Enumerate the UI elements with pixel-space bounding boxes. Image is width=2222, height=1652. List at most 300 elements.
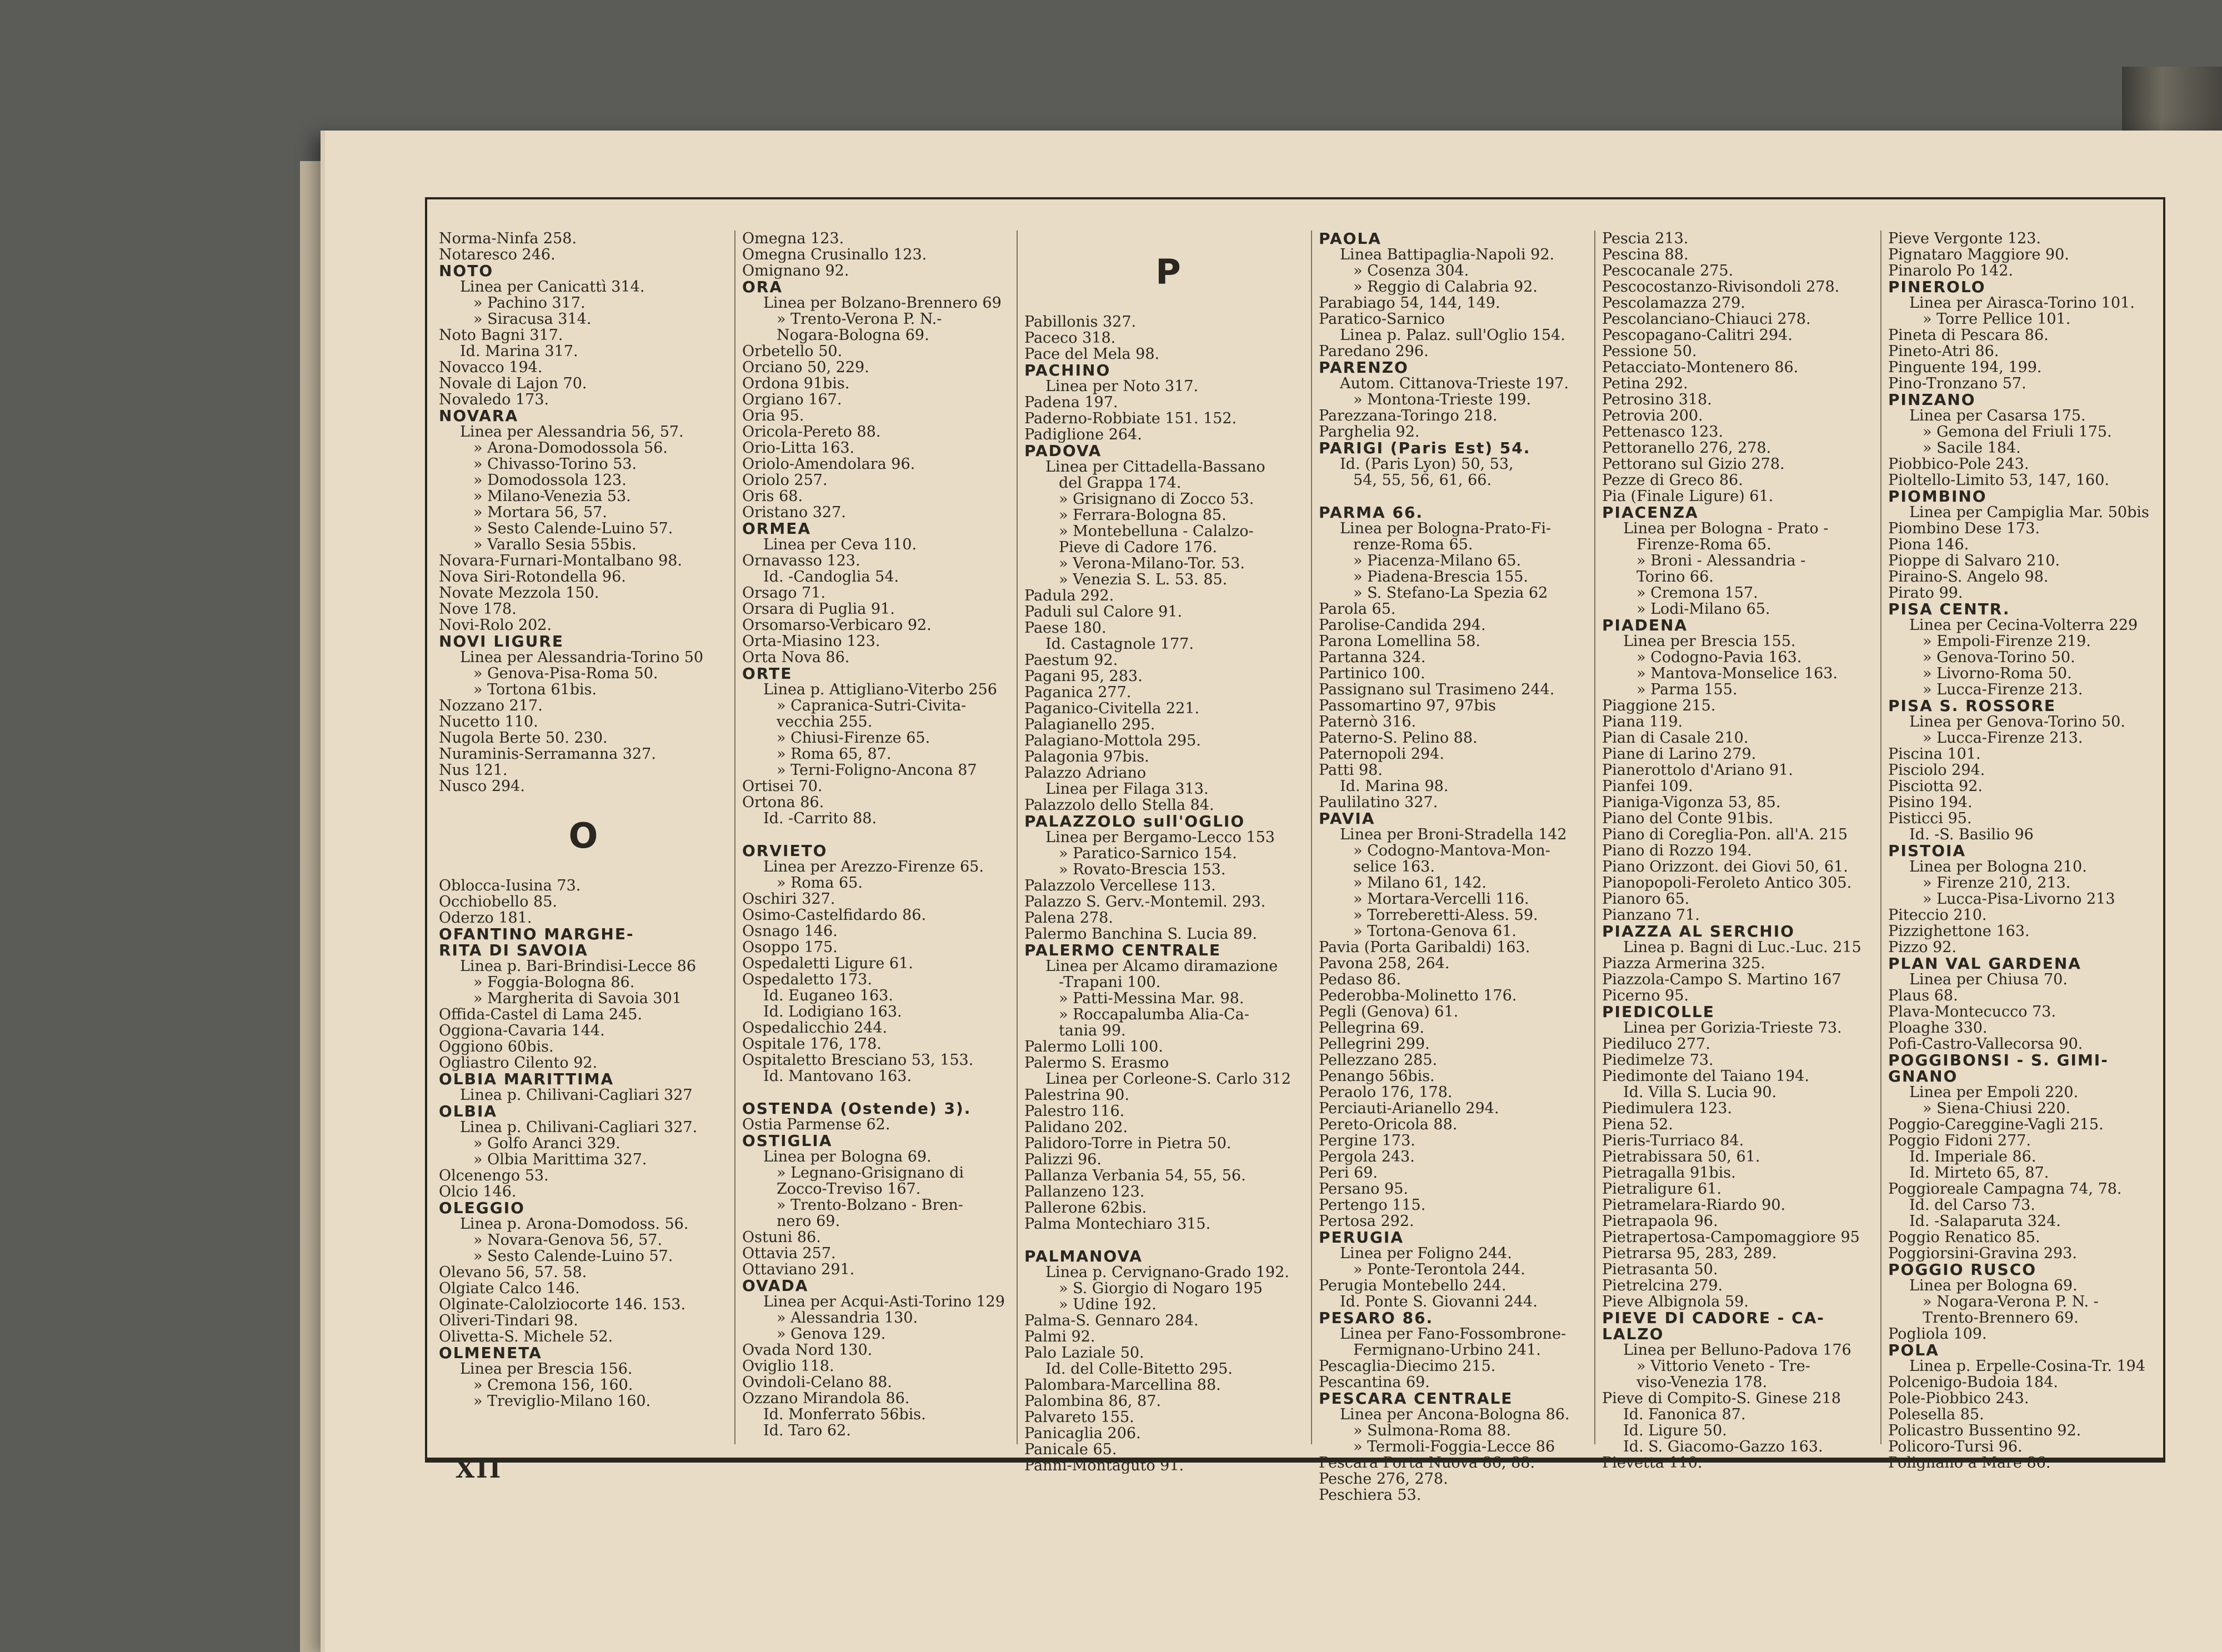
index-entry: Pavona 258, 264. xyxy=(1319,955,1450,972)
index-entry: Linea per Fano-Fossombrone- xyxy=(1340,1325,1567,1343)
index-entry: Pederobba-Molinetto 176. xyxy=(1319,987,1517,1004)
index-entry: Ortisei 70. xyxy=(742,778,823,795)
index-entry: Parona Lomellina 58. xyxy=(1319,633,1480,650)
index-entry: vecchia 255. xyxy=(777,713,873,730)
index-entry: » Reggio di Calabria 92. xyxy=(1353,278,1538,296)
index-entry: Occhiobello 85. xyxy=(439,893,557,910)
index-entry: » Parma 155. xyxy=(1637,681,1738,698)
index-entry: Olivetta-S. Michele 52. xyxy=(439,1328,613,1345)
index-entry: » Alessandria 130. xyxy=(777,1309,918,1326)
index-entry: Policoro-Tursi 96. xyxy=(1888,1438,2023,1455)
index-entry: Omegna Crusinallo 123. xyxy=(742,246,927,263)
index-entry: Pineta di Pescara 86. xyxy=(1888,327,2049,344)
index-entry: » Tortona-Genova 61. xyxy=(1353,923,1517,940)
index-entry: » Milano 61, 142. xyxy=(1353,874,1487,892)
index-entry: Pole-Piobbico 243. xyxy=(1888,1390,2029,1407)
index-entry: Piraino-S. Angelo 98. xyxy=(1888,568,2049,585)
index-entry: » Lucca-Pisa-Livorno 213 xyxy=(1923,890,2115,908)
index-entry: Paulilatino 327. xyxy=(1319,794,1438,811)
index-entry: » Siracusa 314. xyxy=(473,311,592,328)
index-entry: Id. Ponte S. Giovanni 244. xyxy=(1340,1293,1538,1310)
index-heading: RITA DI SAVOIA xyxy=(439,941,588,959)
index-entry: » Olbia Marittima 327. xyxy=(473,1151,647,1168)
index-entry: Polesella 85. xyxy=(1888,1406,1984,1423)
index-entry: » Sacile 184. xyxy=(1923,439,2021,457)
index-heading: NOVI LIGURE xyxy=(439,632,564,650)
index-entry: Ovada Nord 130. xyxy=(742,1341,873,1359)
index-entry: » Chiusi-Firenze 65. xyxy=(777,729,930,747)
index-entry: Olgiate Calco 146. xyxy=(439,1280,580,1297)
index-entry: Oris 68. xyxy=(742,488,803,505)
index-entry: Palestro 116. xyxy=(1024,1103,1125,1120)
index-entry: Pietrarsa 95, 283, 289. xyxy=(1602,1245,1777,1262)
index-entry: Pereto-Oricola 88. xyxy=(1319,1116,1458,1133)
index-entry: » Nogara-Verona P. N. - xyxy=(1923,1293,2099,1310)
index-heading: ORMEA xyxy=(742,519,812,538)
index-heading: PALMANOVA xyxy=(1024,1247,1143,1265)
index-entry: Pesche 276, 278. xyxy=(1319,1470,1448,1488)
index-entry: Id. -Salaparuta 324. xyxy=(1909,1213,2061,1230)
index-entry: Petina 292. xyxy=(1602,375,1688,392)
index-entry: Picerno 95. xyxy=(1602,987,1689,1004)
index-entry: Ostuni 86. xyxy=(742,1229,821,1246)
index-entry: » Genova-Torino 50. xyxy=(1923,649,2075,666)
index-entry xyxy=(742,827,1018,843)
index-entry: » Venezia S. L. 53. 85. xyxy=(1059,571,1228,588)
index-entry: Pace del Mela 98. xyxy=(1024,346,1160,363)
index-entry: Oviglio 118. xyxy=(742,1358,834,1375)
index-entry: Pescara Porta Nuova 86, 88. xyxy=(1319,1454,1535,1471)
index-entry: Pianopopoli-Feroleto Antico 305. xyxy=(1602,874,1852,892)
index-entry: » Sesto Calende-Luino 57. xyxy=(473,520,673,537)
index-entry: Id. Lodigiano 163. xyxy=(763,1003,902,1020)
index-entry: Ovindoli-Celano 88. xyxy=(742,1374,892,1391)
index-entry: Oschiri 327. xyxy=(742,890,835,908)
index-entry: Ospedalicchio 244. xyxy=(742,1019,888,1037)
index-entry: Ospedaletti Ligure 61. xyxy=(742,955,913,972)
index-entry: Linea per Acqui-Asti-Torino 129 xyxy=(763,1293,1005,1310)
index-entry: Orsago 71. xyxy=(742,584,826,602)
index-entry: Pagani 95, 283. xyxy=(1024,668,1143,685)
index-heading: PARMA 66. xyxy=(1319,503,1424,522)
index-entry: Petrosino 318. xyxy=(1602,391,1712,408)
index-entry: Pieve Vergonte 123. xyxy=(1888,230,2041,247)
index-entry xyxy=(1024,1232,1312,1248)
index-entry: Nozzano 217. xyxy=(439,697,543,714)
index-entry: Ottavia 257. xyxy=(742,1245,836,1262)
index-entry: Pettenasco 123. xyxy=(1602,423,1724,440)
index-entry: Pianiga-Vigonza 53, 85. xyxy=(1602,794,1781,811)
index-entry: Orio-Litta 163. xyxy=(742,439,855,457)
index-entry: Linea per Campiglia Mar. 50bis xyxy=(1909,504,2149,521)
index-entry: Id. Mirteto 65, 87. xyxy=(1909,1164,2049,1182)
index-column-5 xyxy=(1594,230,1883,1471)
index-heading: GNANO xyxy=(1888,1067,1958,1085)
index-entry: Pescia 213. xyxy=(1602,230,1689,247)
index-entry: Paternopoli 294. xyxy=(1319,745,1444,763)
index-entry: » Trento-Verona P. N.- xyxy=(777,311,942,328)
index-entry: Orbetello 50. xyxy=(742,343,843,360)
index-entry: Pino-Tronzano 57. xyxy=(1888,375,2026,392)
index-entry: » S. Giorgio di Nogaro 195 xyxy=(1059,1280,1263,1297)
index-entry: Ploaghe 330. xyxy=(1888,1019,1988,1037)
index-entry: Pergine 173. xyxy=(1319,1132,1415,1149)
index-heading: OSTIGLIA xyxy=(742,1132,833,1150)
index-entry: Linea per Chiusa 70. xyxy=(1909,971,2068,988)
index-heading: PARENZO xyxy=(1319,358,1409,377)
index-entry: 54, 55, 56, 61, 66. xyxy=(1353,472,1492,489)
index-entry: Panicaglia 206. xyxy=(1024,1425,1141,1442)
index-entry: Id. S. Giacomo-Gazzo 163. xyxy=(1623,1438,1823,1455)
index-entry: Palestrina 90. xyxy=(1024,1087,1129,1104)
section-letter: P xyxy=(1155,252,1181,292)
index-entry: Palazzolo dello Stella 84. xyxy=(1024,797,1214,814)
index-entry: Palo Laziale 50. xyxy=(1024,1344,1144,1361)
index-entry: » Mortara 56, 57. xyxy=(473,504,607,521)
index-entry: Linea per Cittadella-Bassano xyxy=(1045,458,1265,475)
index-entry: Linea per Cecina-Volterra 229 xyxy=(1909,617,2138,634)
index-heading: ORVIETO xyxy=(742,842,828,860)
index-entry: Novaledo 173. xyxy=(439,391,549,408)
index-entry: » Legnano-Grisignano di xyxy=(777,1164,964,1182)
index-entry: Passomartino 97, 97bis xyxy=(1319,697,1496,714)
index-entry: Pioltello-Limito 53, 147, 160. xyxy=(1888,472,2109,489)
index-entry: Ospitaletto Bresciano 53, 153. xyxy=(742,1052,974,1069)
index-entry: Id. Fanonica 87. xyxy=(1623,1406,1746,1423)
index-entry: Patti 98. xyxy=(1319,762,1383,779)
index-entry: Linea per Bologna - Prato - xyxy=(1623,520,1829,537)
index-entry: Pietrapertosa-Campomaggiore 95 xyxy=(1602,1229,1860,1246)
index-entry: Linea per Bologna 69. xyxy=(763,1148,932,1165)
index-entry: Palermo S. Erasmo xyxy=(1024,1054,1169,1072)
index-entry: Palvareto 155. xyxy=(1024,1409,1134,1426)
index-entry: Pogliola 109. xyxy=(1888,1325,1987,1343)
index-entry: Linea p. Attigliano-Viterbo 256 xyxy=(763,681,997,698)
index-entry: Pescaglia-Diecimo 215. xyxy=(1319,1358,1496,1375)
index-entry: Oricola-Pereto 88. xyxy=(742,423,881,440)
index-entry: Oliveri-Tindari 98. xyxy=(439,1312,578,1329)
index-entry: » Livorno-Roma 50. xyxy=(1923,665,2072,682)
index-entry: Orta Nova 86. xyxy=(742,649,850,666)
index-entry: Padena 197. xyxy=(1024,394,1118,411)
index-entry: Policastro Bussentino 92. xyxy=(1888,1422,2081,1439)
index-entry: Piedimonte del Taiano 194. xyxy=(1602,1068,1809,1085)
index-entry: Pallanzeno 123. xyxy=(1024,1183,1145,1200)
index-entry: Pisino 194. xyxy=(1888,794,1973,811)
index-entry: Oggiona-Cavaria 144. xyxy=(439,1022,605,1039)
index-entry: selice 163. xyxy=(1353,858,1435,875)
index-entry: Pioppe di Salvaro 210. xyxy=(1888,552,2060,569)
index-entry: Pescolanciano-Chiauci 278. xyxy=(1602,311,1811,328)
index-entry: » Trento-Bolzano - Bren- xyxy=(777,1197,963,1214)
index-entry: Pieve di Compito-S. Ginese 218 xyxy=(1602,1390,1841,1407)
index-entry: Panni-Montaguto 91. xyxy=(1024,1457,1184,1474)
index-entry: Paganico-Civitella 221. xyxy=(1024,700,1200,717)
index-entry: Linea per Canicattì 314. xyxy=(460,278,645,296)
index-entry: Pabillonis 327. xyxy=(1024,313,1137,331)
index-entry: Poggio-Careggine-Vagli 215. xyxy=(1888,1116,2104,1133)
index-entry: » Mantova-Monselice 163. xyxy=(1637,665,1838,682)
index-entry: Poggiorsini-Gravina 293. xyxy=(1888,1245,2077,1262)
index-entry: Partinico 100. xyxy=(1319,665,1425,682)
index-entry: » Udine 192. xyxy=(1059,1296,1157,1313)
index-entry: » Genova 129. xyxy=(777,1325,886,1343)
index-entry: Pescantina 69. xyxy=(1319,1374,1430,1391)
index-entry: Perciauti-Arianello 294. xyxy=(1319,1100,1499,1117)
index-entry: Pieve Albignola 59. xyxy=(1602,1293,1749,1310)
index-entry: Piobbico-Pole 243. xyxy=(1888,455,2029,473)
index-entry: » Foggia-Bologna 86. xyxy=(473,974,635,991)
index-entry: Linea per Arezzo-Firenze 65. xyxy=(763,858,984,875)
index-entry: » Piacenza-Milano 65. xyxy=(1353,552,1522,569)
index-entry: Linea per Empoli 220. xyxy=(1909,1084,2079,1101)
index-heading: PISA S. ROSSORE xyxy=(1888,697,2056,715)
index-entry: Linea per Broni-Stradella 142 xyxy=(1340,826,1567,843)
index-entry: Pianoro 65. xyxy=(1602,890,1690,908)
index-entry: Olcenengo 53. xyxy=(439,1167,549,1184)
index-entry: Pegli (Genova) 61. xyxy=(1319,1003,1459,1020)
index-entry: Piena 52. xyxy=(1602,1116,1673,1133)
index-entry: Piona 146. xyxy=(1888,536,1969,553)
index-entry: Padula 292. xyxy=(1024,587,1114,604)
index-entry: » Varallo Sesia 55bis. xyxy=(473,536,637,553)
index-heading: POGGIO RUSCO xyxy=(1888,1260,2037,1279)
index-entry: » Termoli-Foggia-Lecce 86 xyxy=(1353,1438,1555,1455)
section-letter: O xyxy=(568,815,598,856)
index-heading: PIOMBINO xyxy=(1888,487,1987,505)
index-entry: Oriolo 257. xyxy=(742,472,828,489)
index-entry: Paratico-Sarnico xyxy=(1319,311,1445,328)
index-entry: Id. Imperiale 86. xyxy=(1909,1148,2036,1165)
index-entry: Id. Taro 62. xyxy=(763,1422,851,1439)
index-entry: Pignataro Maggiore 90. xyxy=(1888,246,2069,263)
index-entry: Linea per Bolzano-Brennero 69 xyxy=(763,294,1002,312)
index-entry: Id. del Carso 73. xyxy=(1909,1197,2035,1214)
index-entry: » Verona-Milano-Tor. 53. xyxy=(1059,555,1245,572)
index-entry: » Cremona 157. xyxy=(1637,584,1758,602)
index-entry: Linea per Ancona-Bologna 86. xyxy=(1340,1406,1570,1423)
index-entry: Orsara di Puglia 91. xyxy=(742,600,895,618)
index-entry: Linea p. Chilivani-Cagliari 327 xyxy=(460,1087,693,1104)
index-entry: » Cremona 156, 160. xyxy=(473,1376,633,1394)
index-entry: Paese 180. xyxy=(1024,619,1107,637)
index-entry: Ospedaletto 173. xyxy=(742,971,872,988)
index-entry: » Mortara-Vercelli 116. xyxy=(1353,890,1529,908)
index-column-2 xyxy=(734,231,1018,1444)
index-entry: Pellegrina 69. xyxy=(1319,1019,1425,1037)
index-entry: Fermignano-Urbino 241. xyxy=(1353,1341,1541,1359)
index-entry: Pietrabissara 50, 61. xyxy=(1602,1148,1760,1165)
index-entry: Piano del Conte 91bis. xyxy=(1602,810,1774,827)
index-heading: ORA xyxy=(742,278,783,296)
index-entry: » Ferrara-Bologna 85. xyxy=(1059,507,1227,524)
index-entry: Linea per Bologna 69. xyxy=(1909,1277,2078,1294)
index-heading: OFANTINO MARGHE- xyxy=(439,925,634,943)
index-entry: » Roccapalumba Alia-Ca- xyxy=(1059,1006,1249,1023)
index-entry: Palidano 202. xyxy=(1024,1119,1128,1136)
index-entry: » Grisignano di Zocco 53. xyxy=(1059,490,1254,508)
index-entry: Linea per Bologna 210. xyxy=(1909,858,2087,875)
index-entry: nero 69. xyxy=(777,1213,840,1230)
index-column-6 xyxy=(1880,230,2163,1471)
index-entry: Pellezzano 285. xyxy=(1319,1052,1438,1069)
index-entry: » Patti-Messina Mar. 98. xyxy=(1059,990,1244,1007)
index-entry: » Margherita di Savoia 301 xyxy=(473,990,682,1007)
index-entry: Poggio Fidoni 277. xyxy=(1888,1132,2031,1149)
index-entry: Nuraminis-Serramanna 327. xyxy=(439,745,656,763)
index-entry: Linea p. Bagni di Luc.-Luc. 215 xyxy=(1623,939,1861,956)
index-entry: Palmi 92. xyxy=(1024,1328,1095,1345)
index-entry: Novacco 194. xyxy=(439,359,543,376)
index-entry: » Golfo Aranci 329. xyxy=(473,1135,620,1152)
index-entry: » Pachino 317. xyxy=(473,294,585,312)
index-heading: PIACENZA xyxy=(1602,503,1699,522)
index-entry: Pinarolo Po 142. xyxy=(1888,262,2013,279)
index-entry: Paceco 318. xyxy=(1024,329,1116,347)
index-entry: Osnago 146. xyxy=(742,923,838,940)
index-entry: Pieve di Cadore 176. xyxy=(1059,539,1217,556)
index-entry: » Firenze 210, 213. xyxy=(1923,874,2071,892)
index-entry: Linea per Bologna-Prato-Fi- xyxy=(1340,520,1552,537)
index-entry: Pettoranello 276, 278. xyxy=(1602,439,1771,457)
index-entry: Penango 56bis. xyxy=(1319,1068,1435,1085)
index-entry: Ornavasso 123. xyxy=(742,552,860,569)
index-heading: PERUGIA xyxy=(1319,1228,1404,1246)
index-entry: Pofi-Castro-Vallecorsa 90. xyxy=(1888,1035,2083,1053)
index-entry: Id. Mantovano 163. xyxy=(763,1068,912,1085)
index-entry: Parola 65. xyxy=(1319,600,1396,618)
index-entry: Linea per Genova-Torino 50. xyxy=(1909,713,2125,730)
index-heading: OLBIA MARITTIMA xyxy=(439,1070,614,1088)
index-entry: Pietramelara-Riardo 90. xyxy=(1602,1197,1786,1214)
index-entry: Poggio Renatico 85. xyxy=(1888,1229,2040,1246)
index-entry: Novate Mezzola 150. xyxy=(439,584,599,602)
index-entry: Norma-Ninfa 258. xyxy=(439,230,577,247)
index-entry: » Terni-Foligno-Ancona 87 xyxy=(777,762,977,779)
index-entry: Omegna 123. xyxy=(742,230,844,247)
index-entry: Linea per Gorizia-Trieste 73. xyxy=(1623,1019,1842,1037)
index-entry: Linea per Airasca-Torino 101. xyxy=(1909,294,2135,312)
index-entry: Palagiano-Mottola 295. xyxy=(1024,732,1201,749)
index-entry: Piediluco 277. xyxy=(1602,1035,1710,1053)
index-heading: ORTE xyxy=(742,664,793,683)
index-entry: Palermo Lolli 100. xyxy=(1024,1038,1163,1055)
index-entry: Osoppo 175. xyxy=(742,939,838,956)
index-entry: Ogliastro Cilento 92. xyxy=(439,1054,598,1072)
index-heading: NOTO xyxy=(439,262,494,280)
index-entry: » Torreberetti-Aless. 59. xyxy=(1353,907,1538,924)
index-entry: Noto Bagni 317. xyxy=(439,327,563,344)
index-entry: » Codogno-Pavia 163. xyxy=(1637,649,1802,666)
index-entry: Linea per Noto 317. xyxy=(1045,378,1199,395)
index-entry: Olcio 146. xyxy=(439,1183,517,1200)
index-entry: Polcenigo-Budoia 184. xyxy=(1888,1374,2058,1391)
index-entry: Linea per Foligno 244. xyxy=(1340,1245,1512,1262)
index-entry: Paternò 316. xyxy=(1319,713,1417,730)
index-entry: Linea p. Cervignano-Grado 192. xyxy=(1045,1264,1289,1281)
index-entry: » Lucca-Firenze 213. xyxy=(1923,729,2083,747)
index-entry: -Trapani 100. xyxy=(1059,974,1161,991)
index-heading: PINZANO xyxy=(1888,391,1976,409)
index-entry: » Ponte-Terontola 244. xyxy=(1353,1261,1525,1278)
index-entry: » Milano-Venezia 53. xyxy=(473,488,631,505)
index-entry: Linea per Alessandria 56, 57. xyxy=(460,423,684,440)
index-entry: Peschiera 53. xyxy=(1319,1486,1422,1504)
index-heading: PESARO 86. xyxy=(1319,1309,1434,1327)
index-entry: Palagonia 97bis. xyxy=(1024,748,1149,765)
index-entry: » Gemona del Friuli 175. xyxy=(1923,423,2112,440)
index-entry: Padiglione 264. xyxy=(1024,426,1142,443)
index-entry: Piaggione 215. xyxy=(1602,697,1716,714)
page-number: XII xyxy=(456,1455,503,1484)
index-entry: Pellegrini 299. xyxy=(1319,1035,1430,1053)
index-entry: Piano di Rozzo 194. xyxy=(1602,842,1752,859)
index-entry: Piteccio 210. xyxy=(1888,907,1987,924)
index-entry: Paterno-S. Pelino 88. xyxy=(1319,729,1478,747)
index-entry: Piombino Dese 173. xyxy=(1888,520,2040,537)
index-entry: Palazzolo Vercellese 113. xyxy=(1024,877,1216,894)
index-entry: Parolise-Candida 294. xyxy=(1319,617,1486,634)
index-heading: OLMENETA xyxy=(439,1344,542,1362)
index-entry: Nugola Berte 50. 230. xyxy=(439,729,608,747)
index-entry: Ortona 86. xyxy=(742,794,824,811)
index-entry xyxy=(742,1084,1018,1100)
index-entry: Peraolo 176, 178. xyxy=(1319,1084,1453,1101)
index-entry: Linea per Casarsa 175. xyxy=(1909,407,2086,424)
index-entry: Nucetto 110. xyxy=(439,713,538,730)
index-entry: Pinguente 194, 199. xyxy=(1888,359,2042,376)
index-entry: Pescopagano-Calitri 294. xyxy=(1602,327,1793,344)
index-entry: Linea per Belluno-Padova 176 xyxy=(1623,1341,1851,1359)
page-stack-edge xyxy=(300,161,328,1652)
index-entry: Piano di Coreglia-Pon. all'A. 215 xyxy=(1602,826,1848,843)
index-entry: Nus 121. xyxy=(439,762,508,779)
index-entry: Pietraligure 61. xyxy=(1602,1180,1721,1198)
index-entry: » Broni - Alessandria - xyxy=(1637,552,1806,569)
index-entry: Palombina 86, 87. xyxy=(1024,1393,1161,1410)
index-heading: NOVARA xyxy=(439,407,519,425)
index-entry: Novale di Lajon 70. xyxy=(439,375,587,392)
index-entry: Piscina 101. xyxy=(1888,745,1981,763)
index-entry: Paduli sul Calore 91. xyxy=(1024,603,1183,620)
index-entry: Linea per Brescia 156. xyxy=(460,1360,633,1378)
index-heading: PARIGI (Paris Est) 54. xyxy=(1319,439,1531,457)
index-entry: Paestum 92. xyxy=(1024,652,1118,669)
index-entry: » Vittorio Veneto - Tre- xyxy=(1637,1358,1810,1375)
index-entry: Zocco-Treviso 167. xyxy=(777,1180,921,1198)
index-entry: Palagianello 295. xyxy=(1024,716,1155,733)
index-entry: Id. -Candoglia 54. xyxy=(763,568,899,585)
index-entry: Palma Montechiaro 315. xyxy=(1024,1215,1211,1233)
index-entry: Offida-Castel di Lama 245. xyxy=(439,1006,643,1023)
index-entry: Poggioreale Campagna 74, 78. xyxy=(1888,1180,2122,1198)
index-entry: » Paratico-Sarnico 154. xyxy=(1059,845,1237,862)
index-entry: Id. Villa S. Lucia 90. xyxy=(1623,1084,1777,1101)
index-entry: Paredano 296. xyxy=(1319,343,1429,360)
index-entry: tania 99. xyxy=(1059,1022,1126,1039)
index-entry: » Lodi-Milano 65. xyxy=(1637,600,1770,618)
index-entry: Pescocostanzo-Rivisondoli 278. xyxy=(1602,278,1840,296)
index-entry: Linea per Bergamo-Lecco 153 xyxy=(1045,829,1275,846)
index-entry: Novara-Furnari-Montalbano 98. xyxy=(439,552,682,569)
index-entry: Ottaviano 291. xyxy=(742,1261,855,1278)
index-entry: Orciano 50, 229. xyxy=(742,359,869,376)
index-heading: PIADENA xyxy=(1602,616,1688,634)
index-entry: Linea p. Chilivani-Cagliari 327. xyxy=(460,1119,698,1136)
index-entry: Pirato 99. xyxy=(1888,584,1963,602)
index-entry: Ospitale 176, 178. xyxy=(742,1035,882,1053)
index-entry: Linea p. Palaz. sull'Oglio 154. xyxy=(1340,327,1565,344)
